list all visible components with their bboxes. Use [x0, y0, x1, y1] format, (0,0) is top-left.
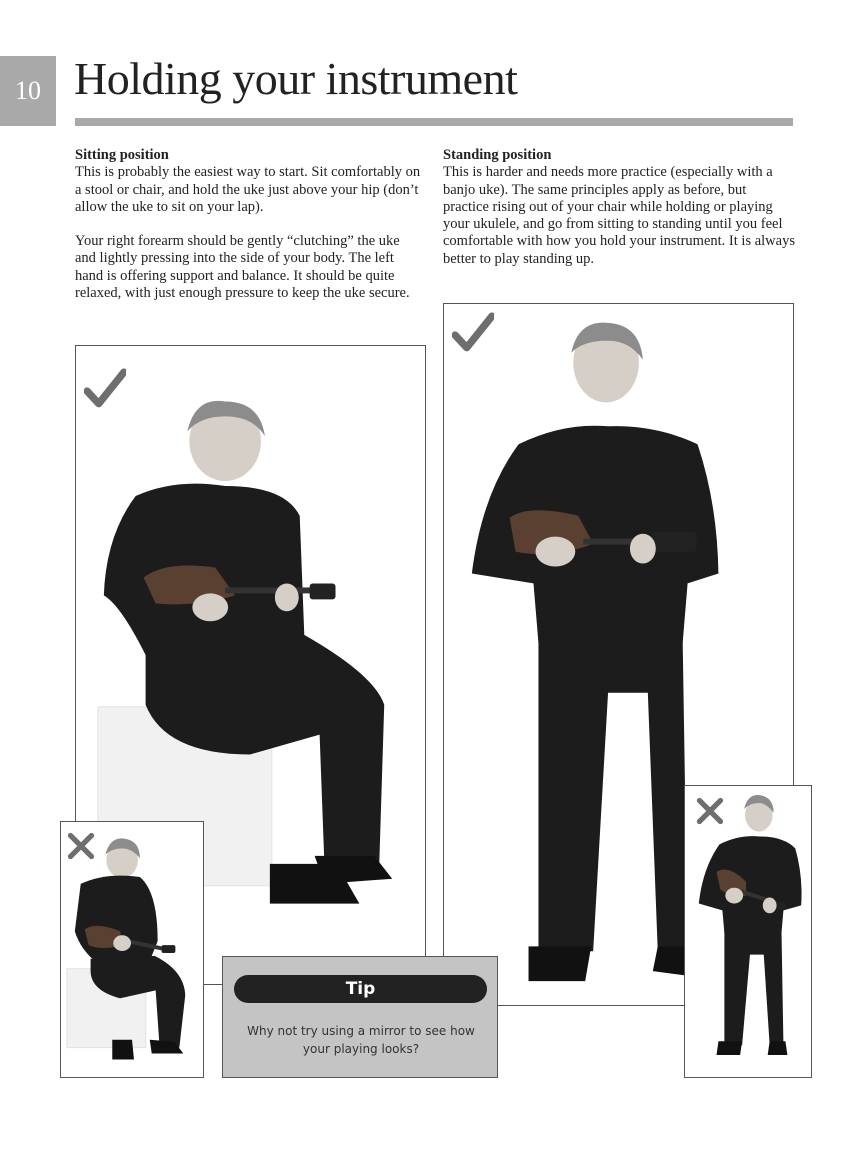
standing-incorrect-figure-illustration	[685, 786, 811, 1077]
page-title: Holding your instrument	[74, 53, 518, 104]
sitting-heading: Sitting position	[75, 147, 169, 163]
sitting-section	[75, 147, 421, 319]
check-mark-icon	[84, 368, 126, 410]
title-rule	[75, 118, 793, 126]
standing-section	[443, 147, 795, 285]
standing-paragraph-1: This is harder and needs more practice (especially with a banjo uke). The same principles apply as before, but practice rising out of your chair while holding or playing your ukulele, and go from sitting to standing until you feel comfortable with how you hold your instrument. It is always better to play standing up.	[443, 164, 795, 267]
sitting-paragraph-2: Your right forearm should be gently “clutching” the uke and lightly pressing into the side of your body. The left hand is offering support and balance. It should be quite relaxed, with just enough pressure to keep the uke secure.	[75, 233, 410, 302]
cross-mark-icon	[695, 794, 725, 828]
page-number: 10	[0, 56, 56, 126]
cross-mark-icon	[66, 828, 96, 864]
tip-box	[222, 956, 498, 1078]
check-mark-icon	[452, 312, 494, 354]
standing-heading: Standing position	[443, 147, 552, 163]
photo-sitting-incorrect	[60, 821, 204, 1078]
sitting-paragraph-1: This is probably the easiest way to start. Sit comfortably on a stool or chair, and hold the uke just above your hip (don’t allow the uke to sit on your lap).	[75, 164, 421, 215]
tip-label: Tip	[234, 975, 487, 1003]
tip-text: Why not try using a mirror to see how your playing looks?	[247, 1024, 475, 1056]
photo-standing-incorrect	[684, 785, 812, 1078]
